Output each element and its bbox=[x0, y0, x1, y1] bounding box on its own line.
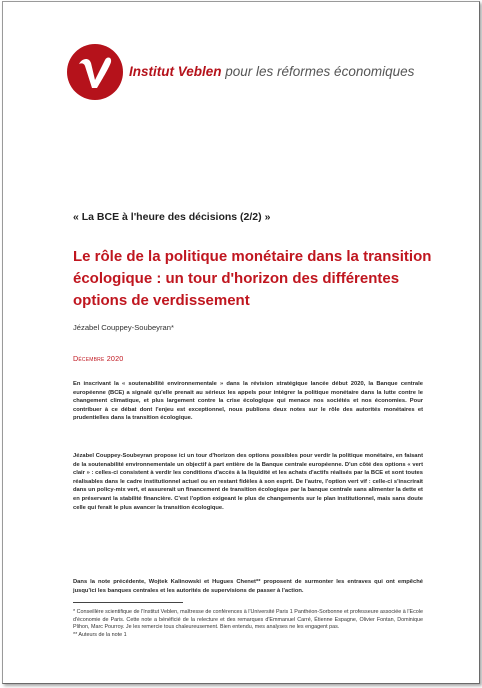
brand-name: Institut Veblen bbox=[129, 64, 222, 79]
footnote-divider bbox=[73, 602, 183, 603]
paragraph-intro: En inscrivant la « soutenabilité environnementale » dans la révision stratégique lancée début 2020, la Banque centrale européenne (BCE) a signalé qu'elle prenait au sérieux les appels pour intégrer la politique monétaire dans la lutte contre le changement climatique, et plus largement contre la crise écologique qui menace nos sociétés et nos économies. Pour contribuer à ce débat dont l'enjeu est exceptionnel, nous publions deux notes sur le rôle des autorités monétaires et prudentielles dans la transition écologique. bbox=[73, 381, 423, 422]
paragraph-summary: Jézabel Couppey-Soubeyran propose ici un tour d'horizon des options possibles pour verdir la politique monétaire, en faisant de la soutenabilité environnementale un objectif à part entière de la Banque centrale européenne. D'un côté des options « vert clair » : celles-ci consistent à verdir les conditions d'accès à la liquidité et les achats d'actifs réalisés par la BCE et sont toutes réalisables dans le cadre institutionnel actuel ou en restant fidèles à son esprit. De l'autre, l'option vert vif : celle-ci s'inscrirait dans un policy-mix vert, et assurerait un financement de transition écologique par la banque centrale sans alimenter la dette et en préservant la stabilité financière. C'est l'option exigeant le plus de changements sur le plan institutionnel, mais sans doute celle qui ferait le plus avancer la transition écologique. bbox=[73, 453, 423, 511]
footnotes bbox=[73, 609, 423, 639]
brand-heading bbox=[129, 64, 414, 79]
document-page bbox=[2, 1, 480, 684]
series-title: « La BCE à l'heure des décisions (2/2) » bbox=[73, 211, 271, 223]
brand-tagline: pour les réformes économiques bbox=[221, 64, 415, 79]
footnote-1: * Conseillère scientifique de l'Institut Veblen, maîtresse de conférences à l'Université Paris 1 Panthéon-Sorbonne et professeure associée à l'Ecole d'économie de Paris. Cette note a bénéficié de la relecture et des remarques d'Emmanuel Carré, Étienne Espagne, Olivier Fontan, Dominique Plihon, Marc Pourroy. Je les remercie tous chaleureusement. Bien entendu, mes analyses ne les engagent pas. bbox=[73, 609, 423, 631]
logo-circle bbox=[67, 44, 123, 100]
footnote-2: ** Auteurs de la note 1 bbox=[73, 631, 127, 638]
document-title: Le rôle de la politique monétaire dans la transition écologique : un tour d'horizon des différentes options de verdissement bbox=[73, 248, 432, 309]
publication-date: Décembre 2020 bbox=[73, 354, 124, 363]
v-letter-icon bbox=[67, 44, 123, 100]
paragraph-previous-note: Dans la note précédente, Wojtek Kalinowski et Hugues Chenet** proposent de surmonter les entraves qui ont empêché jusqu'ici les banques centrales et les autorités de supervisions de passer à l'action. bbox=[73, 579, 423, 594]
author: Jézabel Couppey-Soubeyran* bbox=[73, 323, 174, 332]
